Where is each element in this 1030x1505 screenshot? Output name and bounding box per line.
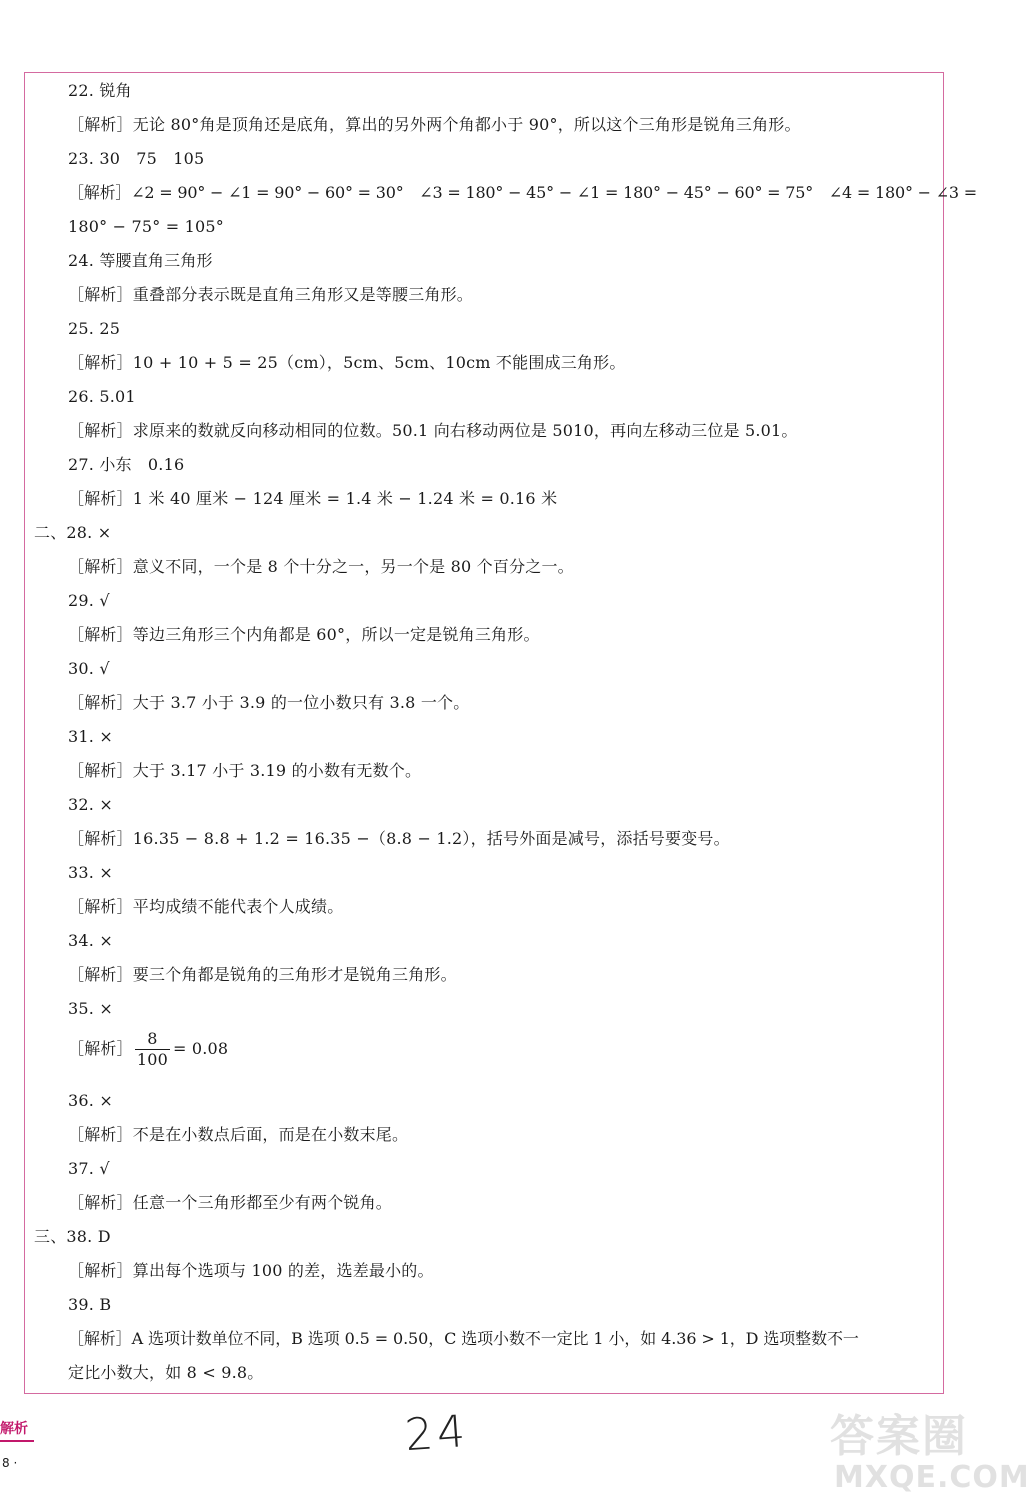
answer-38: 三、38. D xyxy=(34,1227,111,1246)
analysis-22: ［解析］无论 80°角是顶角还是底角，算出的另外两个角都小于 90°，所以这个三角形是锐角三角形。 xyxy=(68,115,801,134)
answer-37: 37. √ xyxy=(68,1159,110,1178)
answer-35: 35. × xyxy=(68,999,113,1018)
answer-31: 31. × xyxy=(68,727,113,746)
analysis-31: ［解析］大于 3.17 小于 3.19 的小数有无数个。 xyxy=(68,761,422,780)
answer-33: 33. × xyxy=(68,863,113,882)
section-label: 解析 xyxy=(0,1421,28,1437)
analysis-27: ［解析］1 米 40 厘米 − 124 厘米 = 1.4 米 − 1.24 米 = 0.16 米 xyxy=(68,489,558,508)
analysis-32: ［解析］16.35 − 8.8 + 1.2 = 16.35 −（8.8 − 1.2），括号外面是减号，添括号要变号。 xyxy=(68,829,730,848)
answer-22: 22. 锐角 xyxy=(68,81,132,100)
answer-25: 25. 25 xyxy=(68,319,121,338)
footer-rule xyxy=(0,1440,34,1442)
answer-30: 30. √ xyxy=(68,659,110,678)
analysis-26: ［解析］求原来的数就反向移动相同的位数。50.1 向右移动两位是 5010，再向左移动三位是 5.01。 xyxy=(68,421,798,440)
analysis-24: ［解析］重叠部分表示既是直角三角形又是等腰三角形。 xyxy=(68,285,474,304)
watermark-chars: 答案圈 xyxy=(830,1411,968,1462)
analysis-35-prefix: ［解析］ xyxy=(68,1039,133,1058)
watermark-url: MXQE.COM xyxy=(834,1460,1030,1495)
analysis-34: ［解析］要三个角都是锐角的三角形才是锐角三角形。 xyxy=(68,965,457,984)
analysis-25: ［解析］10 + 10 + 5 = 25（cm），5cm、5cm、10cm 不能围成三角形。 xyxy=(68,353,626,372)
fraction-denominator: 100 xyxy=(136,1050,168,1069)
handwritten-page-number: 24 xyxy=(403,1405,471,1462)
answer-24: 24. 等腰直角三角形 xyxy=(68,251,213,270)
answer-34: 34. × xyxy=(68,931,113,950)
analysis-35-result: = 0.08 xyxy=(172,1039,229,1058)
watermark-logo xyxy=(830,1400,1030,1505)
analysis-33: ［解析］平均成绩不能代表个人成绩。 xyxy=(68,897,344,916)
answer-39: 39. B xyxy=(68,1295,112,1314)
analysis-28: ［解析］意义不同，一个是 8 个十分之一，另一个是 80 个百分之一。 xyxy=(68,557,574,576)
analysis-35 xyxy=(68,1028,228,1070)
answer-29: 29. √ xyxy=(68,591,110,610)
analysis-30: ［解析］大于 3.7 小于 3.9 的一位小数只有 3.8 一个。 xyxy=(68,693,470,712)
analysis-37: ［解析］任意一个三角形都至少有两个锐角。 xyxy=(68,1193,393,1212)
analysis-39-cont: 定比小数大，如 8 < 9.8。 xyxy=(68,1363,264,1382)
analysis-36: ［解析］不是在小数点后面，而是在小数末尾。 xyxy=(68,1125,409,1144)
analysis-23: ［解析］∠2 = 90° − ∠1 = 90° − 60° = 30° ∠3 = 180° − 45° − ∠1 = 180° − 45° − 60° = 75° ∠4 = 180° − ∠3 = xyxy=(68,183,977,202)
answer-23: 23. 30 75 105 xyxy=(68,149,205,168)
analysis-38: ［解析］算出每个选项与 100 的差，选差最小的。 xyxy=(68,1261,434,1280)
answer-28: 二、28. × xyxy=(34,523,112,542)
fraction xyxy=(135,1029,170,1070)
analysis-39: ［解析］A 选项计数单位不同，B 选项 0.5 = 0.50，C 选项小数不一定比 1 小，如 4.36 > 1，D 选项整数不一 xyxy=(68,1329,859,1348)
answer-32: 32. × xyxy=(68,795,113,814)
analysis-29: ［解析］等边三角形三个内角都是 60°，所以一定是锐角三角形。 xyxy=(68,625,540,644)
fraction-numerator: 8 xyxy=(135,1029,170,1050)
answer-36: 36. × xyxy=(68,1091,113,1110)
answer-26: 26. 5.01 xyxy=(68,387,136,406)
answer-27: 27. 小东 0.16 xyxy=(68,455,185,474)
page-mark: 8 · xyxy=(2,1456,18,1470)
analysis-23-cont: 180° − 75° = 105° xyxy=(68,217,224,236)
